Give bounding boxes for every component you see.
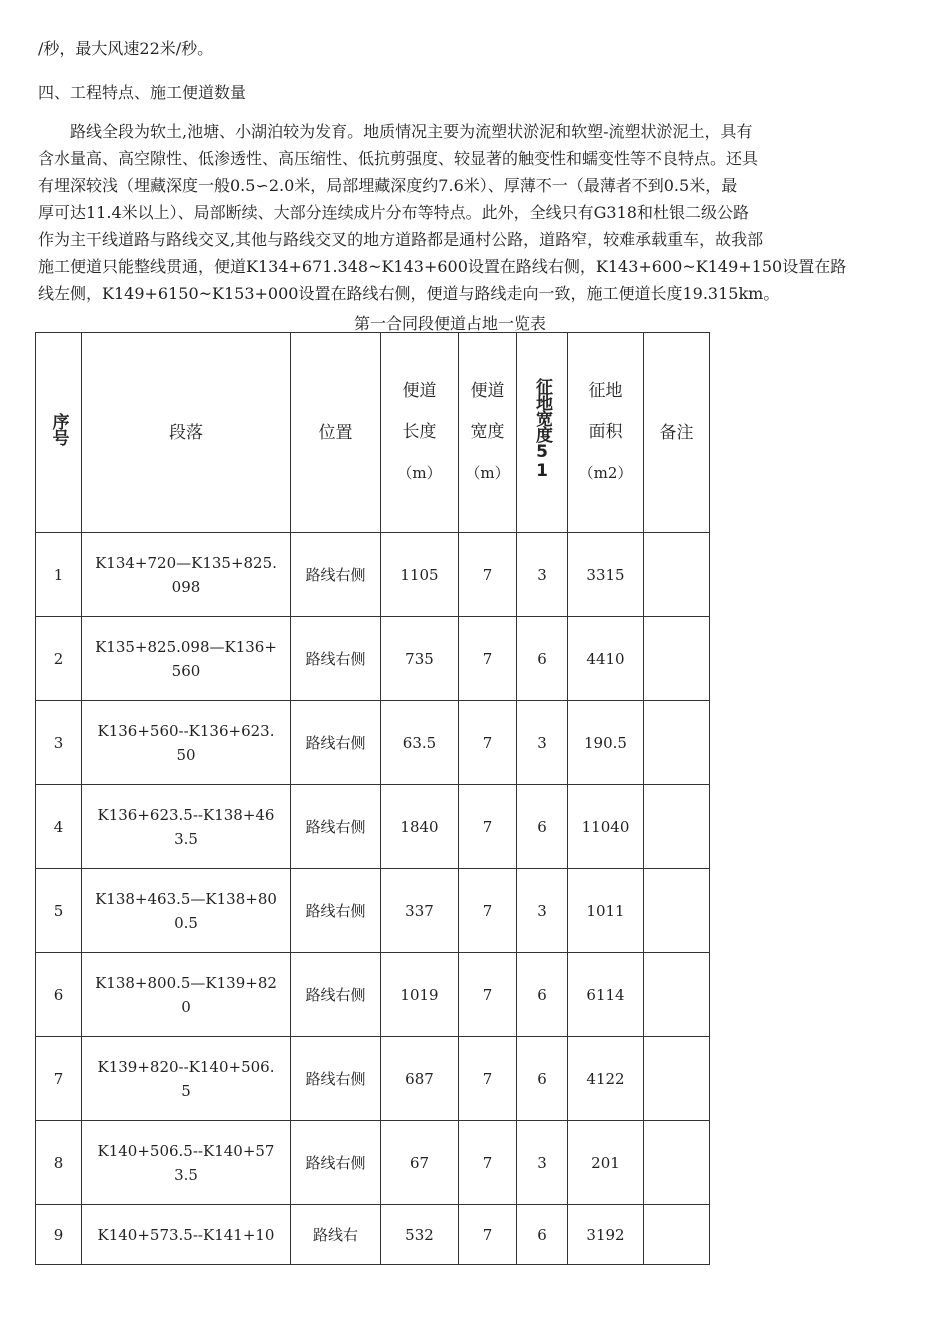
- remark-cell: [644, 701, 710, 785]
- segment-line: K138+800.5—K139+82: [95, 973, 277, 992]
- width-cell: 7: [459, 701, 517, 785]
- width-cell: 7: [459, 869, 517, 953]
- segment-line: 098: [171, 577, 201, 596]
- segment-cell: [82, 953, 291, 1037]
- area-cell: 190.5: [568, 701, 644, 785]
- land-width-cell: 3: [517, 869, 568, 953]
- seq-cell: 1: [36, 533, 82, 617]
- segment-line: 3.5: [174, 1165, 198, 1184]
- paragraph-line: 作为主干线道路与路线交叉,其他与路线交叉的地方道路都是通村公路，道路窄，较难承载重车，故我部: [38, 230, 764, 249]
- paragraph-line: 含水量高、高空隙性、低渗透性、高压缩性、低抗剪强度、较显著的触变性和蠕变性等不良特点。还具: [38, 149, 759, 168]
- remark-cell: [644, 1121, 710, 1205]
- land-width-cell: 3: [517, 533, 568, 617]
- table-row: [36, 869, 710, 953]
- segment-line: 3.5: [174, 829, 198, 848]
- segment-cell: [82, 1121, 291, 1205]
- segment-line: 0: [181, 997, 191, 1016]
- position-cell: 路线右侧: [291, 533, 381, 617]
- table-row: [36, 617, 710, 701]
- segment-cell: [82, 701, 291, 785]
- segment-line: 560: [171, 661, 201, 680]
- remark-cell: [644, 533, 710, 617]
- paragraph-line: 施工便道只能整线贯通，便道K134+671.348~K143+600设置在路线右侧，K143+600~K149+150设置在路: [38, 257, 847, 276]
- header-position: 位置: [291, 333, 381, 533]
- width-cell: 7: [459, 1205, 517, 1265]
- segment-cell: [82, 1205, 291, 1265]
- length-cell: 735: [381, 617, 459, 701]
- continued-text-line: /秒，最大风速22米/秒。: [38, 39, 214, 58]
- segment-line: K138+463.5—K138+80: [95, 889, 277, 908]
- table-row: [36, 1037, 710, 1121]
- paragraph-line: 厚可达11.4米以上）、局部断续、大部分连续成片分布等特点。此外，全线只有G318和杜银二级公路: [38, 203, 749, 222]
- header-width: 便道 宽度 （m）: [459, 333, 517, 533]
- segment-line: K136+623.5--K138+46: [97, 805, 275, 824]
- section-heading: 四、工程特点、施工便道数量: [38, 83, 247, 102]
- segment-cell: [82, 533, 291, 617]
- land-width-cell: 6: [517, 617, 568, 701]
- table-body: [36, 533, 710, 1265]
- position-cell: 路线右: [291, 1205, 381, 1265]
- area-cell: 201: [568, 1121, 644, 1205]
- segment-line: K140+573.5--K141+10: [97, 1225, 275, 1244]
- area-cell: 3315: [568, 533, 644, 617]
- length-cell: 337: [381, 869, 459, 953]
- position-cell: 路线右侧: [291, 869, 381, 953]
- header-remark: 备注: [644, 333, 710, 533]
- segment-line: K139+820--K140+506.: [97, 1057, 275, 1076]
- seq-cell: 8: [36, 1121, 82, 1205]
- width-cell: 7: [459, 617, 517, 701]
- remark-cell: [644, 869, 710, 953]
- body-paragraph: [38, 118, 916, 307]
- remark-cell: [644, 953, 710, 1037]
- length-cell: 1019: [381, 953, 459, 1037]
- remark-cell: [644, 785, 710, 869]
- header-area: 征地 面积 （m2）: [568, 333, 644, 533]
- seq-cell: 2: [36, 617, 82, 701]
- paragraph-line: 有埋深较浅（埋藏深度一般0.5∽2.0米，局部埋藏深度约7.6米）、厚薄不一（最薄者不到0.5米，最: [38, 176, 738, 195]
- segment-cell: [82, 1037, 291, 1121]
- segment-line: 5: [181, 1081, 191, 1100]
- table-row: [36, 953, 710, 1037]
- table-caption: 第一合同段便道占地一览表: [354, 314, 547, 333]
- position-cell: 路线右侧: [291, 1121, 381, 1205]
- header-land-width: 征地宽度51: [517, 333, 568, 533]
- land-width-cell: 3: [517, 701, 568, 785]
- position-cell: 路线右侧: [291, 1037, 381, 1121]
- paragraph-line: 线左侧，K149+6150~K153+000设置在路线右侧，便道与路线走向一致，施工便道长度19.315km。: [38, 284, 780, 303]
- width-cell: 7: [459, 953, 517, 1037]
- length-cell: 1840: [381, 785, 459, 869]
- header-seq: 序号: [36, 333, 82, 533]
- remark-cell: [644, 1037, 710, 1121]
- table-row: [36, 1205, 710, 1265]
- position-cell: 路线右侧: [291, 701, 381, 785]
- seq-cell: 9: [36, 1205, 82, 1265]
- table-row: [36, 701, 710, 785]
- width-cell: 7: [459, 1121, 517, 1205]
- width-cell: 7: [459, 1037, 517, 1121]
- area-cell: 3192: [568, 1205, 644, 1265]
- land-width-cell: 6: [517, 785, 568, 869]
- segment-line: K134+720—K135+825.: [95, 553, 277, 572]
- table-row: [36, 1121, 710, 1205]
- position-cell: 路线右侧: [291, 617, 381, 701]
- land-width-cell: 6: [517, 953, 568, 1037]
- remark-cell: [644, 1205, 710, 1265]
- seq-cell: 4: [36, 785, 82, 869]
- seq-cell: 5: [36, 869, 82, 953]
- length-cell: 63.5: [381, 701, 459, 785]
- length-cell: 687: [381, 1037, 459, 1121]
- width-cell: 7: [459, 785, 517, 869]
- length-cell: 532: [381, 1205, 459, 1265]
- seq-cell: 6: [36, 953, 82, 1037]
- area-cell: 11040: [568, 785, 644, 869]
- area-cell: 4410: [568, 617, 644, 701]
- position-cell: 路线右侧: [291, 785, 381, 869]
- seq-cell: 7: [36, 1037, 82, 1121]
- paragraph-line: 路线全段为软土,池塘、小湖泊较为发育。地质情况主要为流塑状淤泥和软塑-流塑状淤泥土，具有: [38, 122, 753, 141]
- land-width-cell: 6: [517, 1037, 568, 1121]
- access-road-table: [35, 332, 710, 1265]
- land-width-cell: 6: [517, 1205, 568, 1265]
- segment-cell: [82, 617, 291, 701]
- segment-line: 0.5: [174, 913, 198, 932]
- segment-line: K136+560--K136+623.: [97, 721, 275, 740]
- area-cell: 1011: [568, 869, 644, 953]
- segment-cell: [82, 785, 291, 869]
- segment-line: K135+825.098—K136+: [95, 637, 277, 656]
- land-width-cell: 3: [517, 1121, 568, 1205]
- table-header-row: [36, 333, 710, 533]
- length-cell: 67: [381, 1121, 459, 1205]
- position-cell: 路线右侧: [291, 953, 381, 1037]
- area-cell: 4122: [568, 1037, 644, 1121]
- length-cell: 1105: [381, 533, 459, 617]
- segment-line: K140+506.5--K140+57: [97, 1141, 275, 1160]
- segment-cell: [82, 869, 291, 953]
- seq-cell: 3: [36, 701, 82, 785]
- table-row: [36, 785, 710, 869]
- area-cell: 6114: [568, 953, 644, 1037]
- width-cell: 7: [459, 533, 517, 617]
- header-length: 便道 长度 （m）: [381, 333, 459, 533]
- header-segment: 段落: [82, 333, 291, 533]
- remark-cell: [644, 617, 710, 701]
- segment-line: 50: [176, 745, 196, 764]
- table-row: [36, 533, 710, 617]
